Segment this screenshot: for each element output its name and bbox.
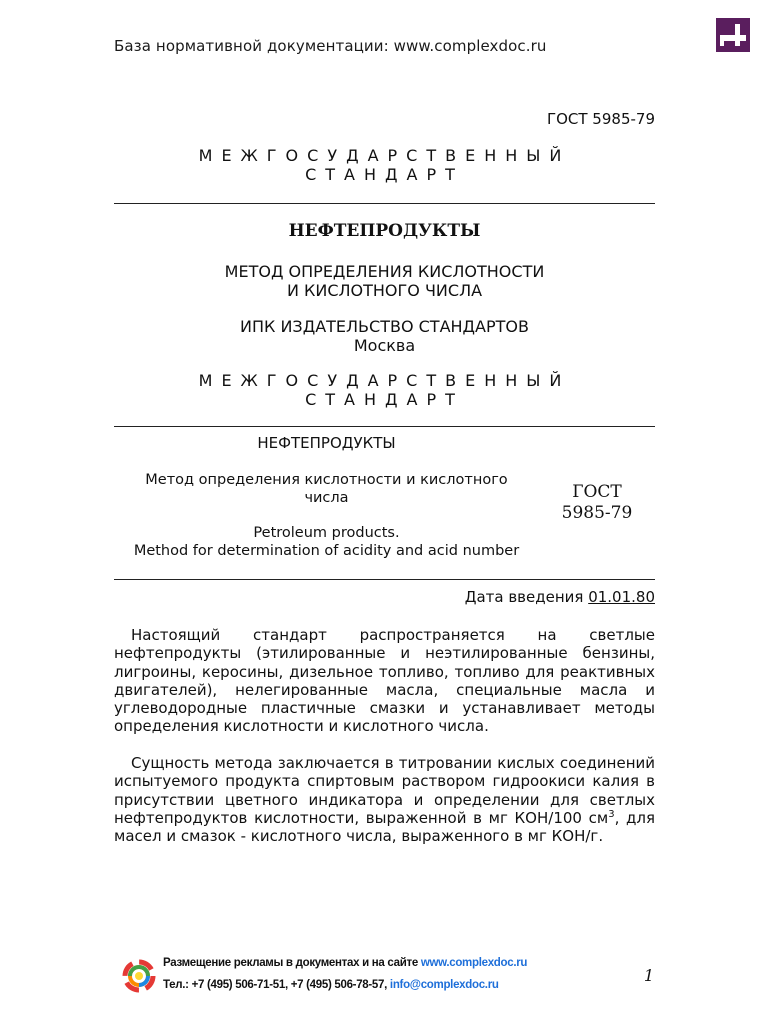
method-title-russian-line1: Метод определения кислотности и кислотного <box>145 472 508 488</box>
footer-site-link[interactable]: www.complexdoc.ru <box>420 957 528 969</box>
gear-logo-icon <box>120 957 158 995</box>
introduction-date-value: 01.01.80 <box>588 588 655 606</box>
method-title-english <box>114 524 539 560</box>
gost-label: ГОСТ <box>572 482 622 502</box>
divider-rule <box>114 579 655 580</box>
superscript: 3 <box>608 808 615 820</box>
standard-subtitle: НЕФТЕПРОДУКТЫ <box>257 434 396 452</box>
method-title-english-line1: Petroleum products. <box>253 525 400 541</box>
standard-type-line2: СТАНДАРТ <box>305 165 464 184</box>
standard-type-line1: МЕЖГОСУДАРСТВЕННЫЙ <box>198 371 571 390</box>
gost-number-side <box>544 482 650 524</box>
method-title-line1: МЕТОД ОПРЕДЕЛЕНИЯ КИСЛОТНОСТИ <box>224 262 545 281</box>
footer-contact-line <box>163 979 499 991</box>
body-paragraph-1: Настоящий стандарт распространяется на светлые нефтепродукты (этилированные и неэтилированные бензины, лигроины, керосины, дизельное топливо, топливо для реактивных двигателей), нелегированные масла, специальные масла и углеводородные пластичные смазки и устанавливает методы определения кислотности и кислотного числа. <box>114 626 655 736</box>
introduction-date <box>465 588 655 606</box>
body-paragraph-2 <box>114 754 655 845</box>
complexdoc-logo-icon <box>716 18 750 52</box>
method-title-russian-line2: числа <box>304 490 349 506</box>
publisher-name: ИПК ИЗДАТЕЛЬСТВО СТАНДАРТОВ <box>240 317 529 336</box>
divider-rule <box>114 426 655 427</box>
body-paragraph-2-text: Сущность метода заключается в титровании кислых соединений испытуемого продукта спиртовым раствором гидроокиси калия в присутствии цветного индикатора и определении для светлых нефтепродуктов кислотности, выраженной в мг КОН/100 см <box>114 754 655 827</box>
standard-type-line2: СТАНДАРТ <box>305 390 464 409</box>
method-title-line2: И КИСЛОТНОГО ЧИСЛА <box>286 281 483 300</box>
method-title-english-line2: Method for determination of acidity and acid number <box>133 543 520 559</box>
footer-ad-line <box>163 957 527 969</box>
footer-phones: Тел.: +7 (495) 506-71-51, +7 (495) 506-78-57, <box>163 979 390 991</box>
method-title-russian <box>114 471 539 507</box>
page-number: 1 <box>643 966 654 985</box>
footer-email-link[interactable]: info@complexdoc.ru <box>389 979 499 991</box>
gost-number: 5985-79 <box>561 503 633 523</box>
body-paragraph-2-text-end: , для масел и смазок - кислотного числа, выраженного в мг КОН/г. <box>114 808 655 846</box>
publisher-city: Москва <box>353 336 416 355</box>
divider-rule <box>114 203 655 204</box>
introduction-date-label: Дата введения <box>464 588 584 606</box>
standard-type-line1: МЕЖГОСУДАРСТВЕННЫЙ <box>198 146 571 165</box>
document-title: НЕФТЕПРОДУКТЫ <box>288 221 481 241</box>
footer-ad-text: Размещение рекламы в документах и на сайте <box>163 957 421 969</box>
site-header-text: База нормативной документации: www.complexdoc.ru <box>114 37 547 55</box>
gost-number-top: ГОСТ 5985-79 <box>546 110 655 128</box>
